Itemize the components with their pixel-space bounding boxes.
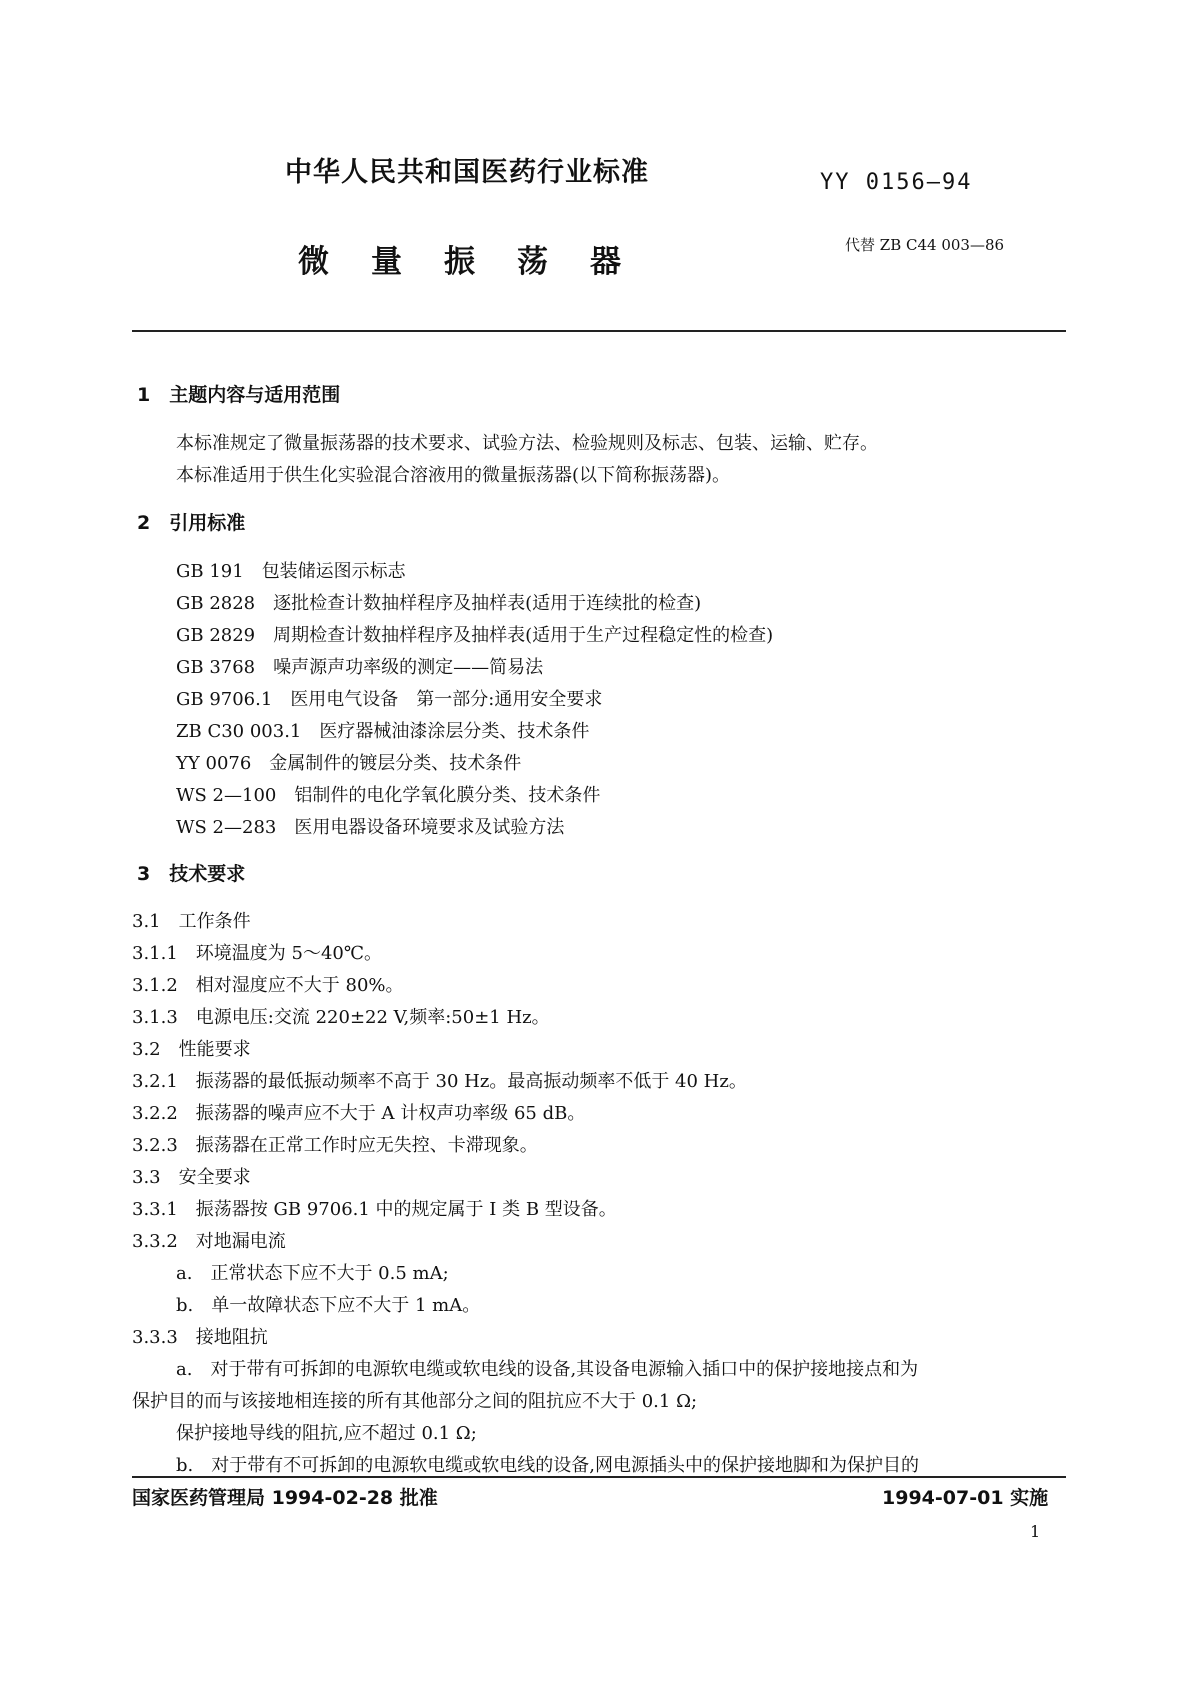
ref-title: 医用电气设备 第一部分:通用安全要求 xyxy=(290,689,603,710)
section-1-para-2: 本标准适用于供生化实验混合溶液用的微量振荡器(以下简称振荡器)。 xyxy=(176,465,731,486)
section-2-heading: 2 引用标准 xyxy=(137,512,246,534)
ref-code: GB 2829 xyxy=(176,625,256,646)
page-number: 1 xyxy=(1030,1522,1041,1541)
clause-3-2-1: 3.2.1 振荡器的最低振动频率不高于 30 Hz。最高振动频率不低于 40 Hz。 xyxy=(132,1071,747,1092)
approval-note: 国家医药管理局 1994-02-28 批准 xyxy=(132,1487,438,1509)
ref-code: WS 2—100 xyxy=(176,785,277,806)
clause-3-2-2: 3.2.2 振荡器的噪声应不大于 A 计权声功率级 65 dB。 xyxy=(132,1103,586,1124)
clause-3-1: 3.1 工作条件 xyxy=(132,911,251,932)
footer-divider xyxy=(132,1476,1066,1478)
clause-3-3-3-a-cont: 保护目的而与该接地相连接的所有其他部分之间的阻抗应不大于 0.1 Ω; xyxy=(132,1391,698,1412)
ref-item xyxy=(176,557,406,583)
ref-code: GB 9706.1 xyxy=(176,689,273,710)
document-title: 微量振荡器 xyxy=(298,244,663,280)
ref-item xyxy=(176,813,564,839)
ref-title: 铝制件的电化学氧化膜分类、技术条件 xyxy=(294,785,601,806)
clause-3-3-3-a: a. 对于带有可拆卸的电源软电缆或软电线的设备,其设备电源输入插口中的保护接地接点和为 xyxy=(176,1359,919,1380)
ref-title: 噪声源声功率级的测定——简易法 xyxy=(273,657,544,678)
ref-item xyxy=(176,781,600,807)
clause-3-2-3: 3.2.3 振荡器在正常工作时应无失控、卡滞现象。 xyxy=(132,1135,538,1156)
header-divider xyxy=(132,330,1066,332)
ref-title: 金属制件的镀层分类、技术条件 xyxy=(269,753,522,774)
ref-title: 医疗器械油漆涂层分类、技术条件 xyxy=(319,721,590,742)
ref-title: 周期检查计数抽样程序及抽样表(适用于生产过程稳定性的检查) xyxy=(273,625,774,646)
clause-3-1-3: 3.1.3 电源电压:交流 220±22 V,频率:50±1 Hz。 xyxy=(132,1007,550,1028)
ref-title: 逐批检查计数抽样程序及抽样表(适用于连续批的检查) xyxy=(273,593,702,614)
ref-item xyxy=(176,621,773,647)
section-1-heading: 1 主题内容与适用范围 xyxy=(137,384,341,406)
ref-code: WS 2—283 xyxy=(176,817,277,838)
clause-3-1-2: 3.1.2 相对湿度应不大于 80%。 xyxy=(132,975,404,996)
section-3-heading: 3 技术要求 xyxy=(137,863,246,885)
ref-title: 包装储运图示标志 xyxy=(261,561,406,582)
ref-code: GB 191 xyxy=(176,561,244,582)
ref-code: GB 2828 xyxy=(176,593,256,614)
clause-3-3-1: 3.3.1 振荡器按 GB 9706.1 中的规定属于 I 类 B 型设备。 xyxy=(132,1199,617,1220)
standard-code: YY 0156—94 xyxy=(820,170,973,195)
clause-3-3-3-b: b. 对于带有不可拆卸的电源软电缆或软电线的设备,网电源插头中的保护接地脚和为保护目的 xyxy=(176,1455,919,1476)
standard-title: 中华人民共和国医药行业标准 xyxy=(285,157,649,188)
ref-item xyxy=(176,685,602,711)
ref-item xyxy=(176,589,701,615)
clause-3-1-1: 3.1.1 环境温度为 5～40℃。 xyxy=(132,943,383,964)
ref-code: ZB C30 003.1 xyxy=(176,721,302,742)
ref-code: GB 3768 xyxy=(176,657,256,678)
ref-code: YY 0076 xyxy=(176,753,252,774)
clause-3-2: 3.2 性能要求 xyxy=(132,1039,251,1060)
effective-date: 1994-07-01 实施 xyxy=(882,1487,1049,1509)
clause-3-3-3-a-note: 保护接地导线的阻抗,应不超过 0.1 Ω; xyxy=(176,1423,477,1444)
clause-3-3-2-b: b. 单一故障状态下应不大于 1 mA。 xyxy=(176,1295,481,1316)
clause-3-3-2: 3.3.2 对地漏电流 xyxy=(132,1231,286,1252)
ref-item xyxy=(176,749,521,775)
ref-title: 医用电器设备环境要求及试验方法 xyxy=(294,817,565,838)
clause-3-3: 3.3 安全要求 xyxy=(132,1167,251,1188)
clause-3-3-2-a: a. 正常状态下应不大于 0.5 mA; xyxy=(176,1263,449,1284)
ref-item xyxy=(176,717,589,743)
replaces-note: 代替 ZB C44 003—86 xyxy=(845,236,1005,254)
section-1-para-1: 本标准规定了微量振荡器的技术要求、试验方法、检验规则及标志、包装、运输、贮存。 xyxy=(176,433,878,454)
clause-3-3-3: 3.3.3 接地阻抗 xyxy=(132,1327,268,1348)
ref-item xyxy=(176,653,543,679)
